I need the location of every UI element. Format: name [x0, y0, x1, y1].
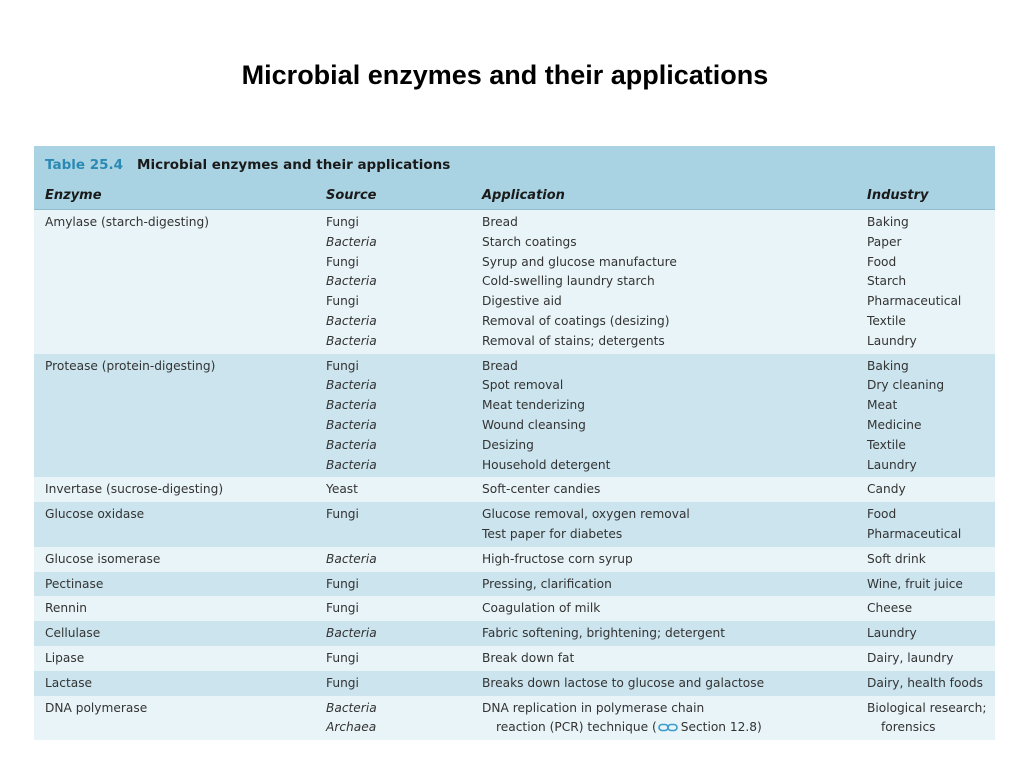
industry-cell: Pharmaceutical	[867, 526, 962, 541]
industry-cell: Starch	[867, 274, 907, 289]
table-body	[34, 210, 995, 740]
application-cell: Desizing	[482, 437, 534, 452]
industry-cell: Wine, fruit juice	[867, 576, 963, 591]
industry-cell: Food	[867, 507, 897, 522]
enzyme-cell: Rennin	[45, 601, 87, 616]
table-caption	[45, 157, 450, 173]
application-cell	[482, 718, 762, 737]
source-cell: Bacteria	[326, 626, 377, 641]
table-row	[34, 624, 995, 644]
source-cell: Fungi	[326, 294, 359, 309]
application-cell: Glucose removal, oxygen removal	[482, 507, 690, 522]
table-row	[34, 272, 995, 292]
table-row	[34, 649, 995, 669]
industry-cell: Medicine	[867, 417, 922, 432]
enzyme-cell: Protease (protein-digesting)	[45, 358, 216, 373]
industry-cell: Dry cleaning	[867, 378, 945, 393]
application-cell: Meat tenderizing	[482, 398, 586, 413]
industry-cell: Dairy, health foods	[867, 675, 983, 690]
enzyme-cell: Lipase	[45, 650, 85, 665]
industry-cell: Textile	[867, 313, 906, 328]
industry-cell: Meat	[867, 398, 898, 413]
source-cell: Fungi	[326, 576, 359, 591]
link-icon	[658, 723, 678, 732]
application-cell: Breaks down lactose to glucose and galactose	[482, 675, 765, 690]
table-row	[34, 213, 995, 233]
source-cell: Fungi	[326, 650, 359, 665]
column-header-source: Source	[326, 188, 377, 203]
source-cell: Fungi	[326, 601, 359, 616]
row-group	[34, 547, 995, 572]
application-cell: Removal of coatings (desizing)	[482, 313, 670, 328]
source-cell: Bacteria	[326, 417, 377, 432]
enzyme-table	[34, 146, 995, 735]
industry-cell: Pharmaceutical	[867, 294, 962, 309]
enzyme-cell: Glucose isomerase	[45, 551, 161, 566]
table-row	[34, 480, 995, 500]
source-cell: Bacteria	[326, 457, 377, 472]
enzyme-cell: Glucose oxidase	[45, 507, 145, 522]
table-row	[34, 233, 995, 253]
application-cell: Removal of stains; detergents	[482, 333, 665, 348]
column-header-enzyme: Enzyme	[45, 188, 102, 203]
application-cell: Soft-center candies	[482, 482, 601, 497]
table-row	[34, 718, 995, 738]
table-row	[34, 456, 995, 476]
source-cell: Bacteria	[326, 274, 377, 289]
source-cell: Fungi	[326, 507, 359, 522]
section-reference[interactable]: Section 12.8)	[680, 720, 762, 735]
row-group	[34, 572, 995, 597]
source-cell: Bacteria	[326, 333, 377, 348]
application-text: reaction (PCR) technique (	[496, 720, 657, 735]
application-cell: Cold-swelling laundry starch	[482, 274, 655, 289]
industry-cell: Laundry	[867, 626, 917, 641]
table-row	[34, 292, 995, 312]
industry-cell: Laundry	[867, 333, 917, 348]
row-group	[34, 210, 995, 354]
application-cell: Test paper for diabetes	[482, 526, 623, 541]
row-group	[34, 671, 995, 696]
table-row	[34, 699, 995, 719]
table-row	[34, 599, 995, 619]
industry-cell: Biological research;	[867, 700, 987, 715]
industry-cell: Soft drink	[867, 551, 926, 566]
table-row	[34, 357, 995, 377]
row-group	[34, 621, 995, 646]
application-cell: Digestive aid	[482, 294, 562, 309]
table-row	[34, 674, 995, 694]
application-cell: Syrup and glucose manufacture	[482, 254, 677, 269]
application-cell: Household detergent	[482, 457, 611, 472]
table-row	[34, 253, 995, 273]
enzyme-cell: Invertase (sucrose-digesting)	[45, 482, 224, 497]
application-cell: Bread	[482, 358, 518, 373]
table-row	[34, 396, 995, 416]
column-header-industry: Industry	[867, 188, 929, 203]
row-group	[34, 502, 995, 547]
industry-cell: forensics	[881, 720, 936, 735]
table-row	[34, 416, 995, 436]
industry-cell: Textile	[867, 437, 906, 452]
application-cell: Fabric softening, brightening; detergent	[482, 626, 726, 641]
table-row	[34, 332, 995, 352]
industry-cell: Cheese	[867, 601, 913, 616]
application-cell: Spot removal	[482, 378, 564, 393]
table-row	[34, 575, 995, 595]
industry-cell: Candy	[867, 482, 906, 497]
source-cell: Bacteria	[326, 378, 377, 393]
industry-cell: Laundry	[867, 457, 917, 472]
source-cell: Archaea	[326, 720, 377, 735]
application-cell: Wound cleansing	[482, 417, 586, 432]
enzyme-cell: DNA polymerase	[45, 700, 148, 715]
source-cell: Fungi	[326, 215, 359, 229]
enzyme-cell: Amylase (starch-digesting)	[45, 215, 210, 229]
source-cell: Bacteria	[326, 234, 377, 249]
table-caption-text: Microbial enzymes and their applications	[137, 157, 451, 173]
table-row	[34, 505, 995, 525]
row-group	[34, 696, 995, 741]
enzyme-cell: Cellulase	[45, 626, 101, 641]
source-cell: Bacteria	[326, 437, 377, 452]
source-cell: Bacteria	[326, 313, 377, 328]
industry-cell: Dairy, laundry	[867, 650, 954, 665]
industry-cell: Paper	[867, 234, 902, 249]
row-group	[34, 354, 995, 478]
industry-cell: Baking	[867, 215, 909, 229]
industry-cell: Baking	[867, 358, 909, 373]
table-row	[34, 436, 995, 456]
enzyme-cell: Pectinase	[45, 576, 104, 591]
application-cell: Pressing, clarification	[482, 576, 612, 591]
row-group	[34, 477, 995, 502]
application-cell: Break down fat	[482, 650, 575, 665]
application-cell: Starch coatings	[482, 234, 577, 249]
application-cell: DNA replication in polymerase chain	[482, 700, 705, 715]
row-group	[34, 596, 995, 621]
source-cell: Yeast	[326, 482, 358, 497]
slide-title: Microbial enzymes and their applications	[241, 60, 769, 90]
table-row	[34, 550, 995, 570]
table-row	[34, 376, 995, 396]
application-cell: High-fructose corn syrup	[482, 551, 633, 566]
row-group	[34, 646, 995, 671]
enzyme-cell: Lactase	[45, 675, 93, 690]
source-cell: Bacteria	[326, 398, 377, 413]
column-header-application: Application	[482, 188, 565, 203]
table-row	[34, 312, 995, 332]
table-header	[34, 146, 995, 210]
source-cell: Fungi	[326, 358, 359, 373]
application-cell: Bread	[482, 215, 518, 229]
table-row	[34, 525, 995, 545]
source-cell: Fungi	[326, 675, 359, 690]
source-cell: Bacteria	[326, 700, 377, 715]
source-cell: Fungi	[326, 254, 359, 269]
industry-cell: Food	[867, 254, 897, 269]
table-number: Table 25.4	[45, 157, 124, 173]
source-cell: Bacteria	[326, 551, 377, 566]
application-cell: Coagulation of milk	[482, 601, 601, 616]
